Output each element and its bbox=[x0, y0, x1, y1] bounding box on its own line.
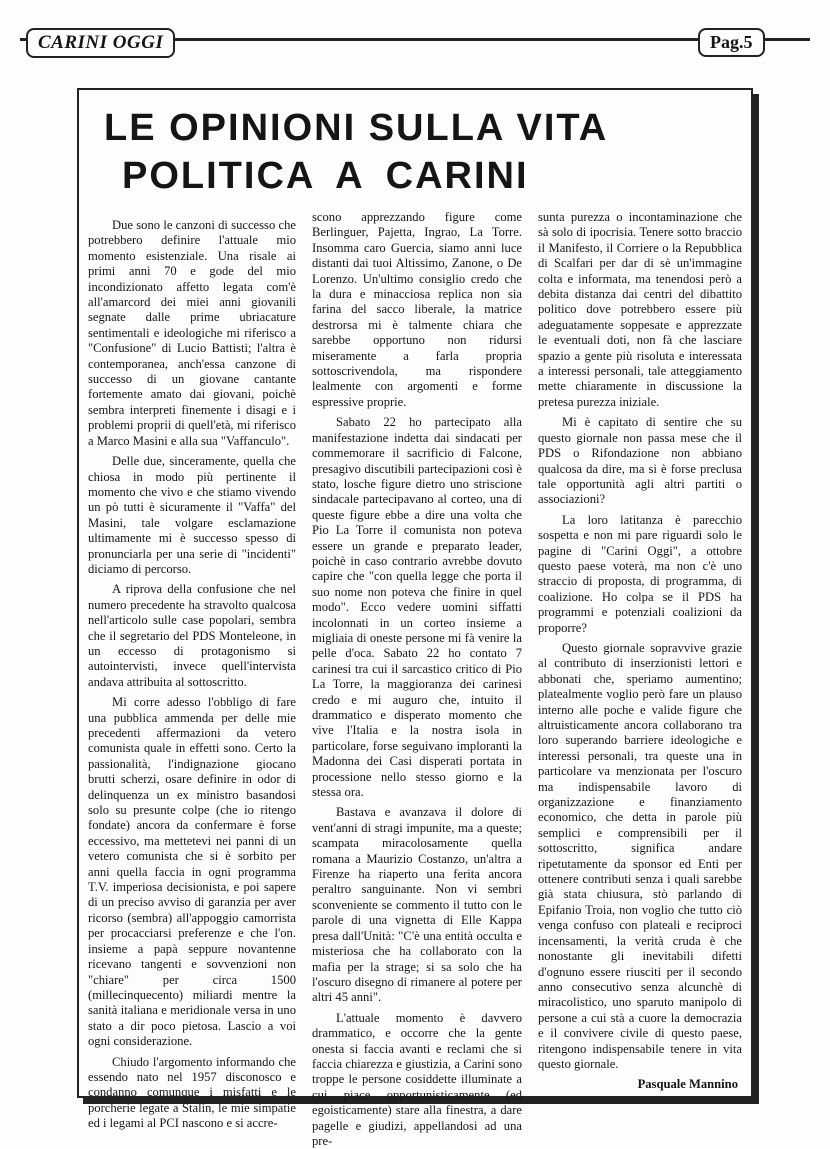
headline-line-2: POLITICA A CARINI bbox=[122, 155, 529, 197]
paragraph: Chiudo l'argomento informando che essendo nato nel 1957 disconosco e condanno comunque i misfatti e le porcherie legate a Stalin, le mie simpatie ed i legami al PCI nascono e si accre- bbox=[88, 1054, 296, 1131]
paragraph: Questo giornale sopravvive grazie al contributo di inserzionisti lettori e abbonati che, speriamo aumentino; platealmente voglio però fare un plauso interno alle poche e valide figure che altruisticamente ancora collaborano tra loro superando barriere ideologiche e interessi personali, tra queste una in particolare va menzionata per l'oscuro ma indispensabile lavoro di organizzazione e finanziamento economico, che detta in parole più semplici e comprensibili per il sottoscritto, significa andare ripetutamente da sponsor ed Enti per ottenere contributi senza i quali sarebbe già stata chiusura, stò parlando di Epifanio Troia, non voglio che tutto ciò venga confuso con plateali e reciproci incensamenti, la verità cruda è che nonostante gli inevitabili difetti d'ognuno essere riusciti per il secondo anno consecutivo senza alcunchè di miracolistico, uno sparuto manipolo di persone a cui stà a cuore la democrazia e il convivere civile di questo paese, ritengono indispensabile tenere in vita questo giornale. bbox=[538, 640, 742, 1071]
headline-line-1: LE OPINIONI SULLA VITA bbox=[104, 107, 609, 149]
paragraph: Mi è capitato di sentire che su questo giornale non passa mese che il PDS o Rifondazione non abbiano qualcosa da dire, ma si è forse preclusa tale opportunità agli altri partiti o associazioni? bbox=[538, 415, 742, 507]
paragraph: A riprova della confusione che nel numero precedente ha stravolto qualcosa nell'articolo sulle case popolari, sembra che il segretario del PDS Monteleone, in un eccesso di protagonismo si autointervisti, invece quell'intervista andava attribuita al sottoscritto. bbox=[88, 582, 296, 689]
author-signature: Pasquale Mannino bbox=[637, 1077, 738, 1092]
column-2 bbox=[312, 210, 522, 1148]
column-1 bbox=[88, 218, 296, 1131]
paragraph: scono apprezzando figure come Berlinguer, Pajetta, Ingrao, La Torre. Insomma caro Guercia, siamo anni luce distanti dai tuoi Altissimo, Zanone, o De Lorenzo. Un'ultimo consiglio credo che la dura e minacciosa replica non sia farina del sacco liberale, la matrice destrorsa mi è talmente chiara che sarebbe opportuno non ridursi miseramente a farla propria sottoscrivendola, ma rispondere lealmente con argomenti e forme espressive proprie. bbox=[312, 210, 522, 409]
frame-shadow-right bbox=[753, 94, 759, 1100]
article-columns bbox=[88, 210, 742, 1148]
page-number: Pag.5 bbox=[698, 28, 765, 57]
paragraph: L'attuale momento è davvero drammatico, e occorre che la gente onesta si faccia avanti e reclami che si faccia chiarezza e giustizia, a Carini sono troppe le persone cosiddette illuminate a cui piace opportunisticamente (ed egoisticamente) stare alla finestra, a dare pagelle e giudizi, appellandosi ad una pre- bbox=[312, 1010, 522, 1148]
paragraph: La loro latitanza è parecchio sospetta e non mi pare riguardi solo le pagine di "Carini Oggi", a ottobre questo paese voterà, ma non c'è uno straccio di proposta, di programma, di coalizione. Ho colpa se il PDS ha programmi e potenziali coalizioni da proporre? bbox=[538, 512, 742, 635]
column-3 bbox=[538, 210, 742, 1092]
paragraph: Delle due, sinceramente, quella che chiosa in modo più pertinente il momento che vivo e che stiamo vivendo un pò tutti è sicuramente il "Vaffa" del Masini, tale volgare esclamazione ultimamente mi è successo spesso di pronunciarla per una serie di "incidenti" diciamo di percorso. bbox=[88, 454, 296, 576]
article-headline bbox=[104, 104, 704, 200]
masthead: CARINI OGGI bbox=[26, 28, 175, 58]
paragraph: sunta purezza o incontaminazione che sà solo di ipocrisia. Tenere sotto braccio il Manifesto, il Corriere o la Repubblica di Scalfari per dar di sè un'immagine colta e informata, ma tenendosi però a debita distanza dai centri del dibattito politico dove potrebbero essere più adeguatamente soppesate e apprezzate le eventuali doti, non fà che lasciare spazio a gente più risoluta e interessata a interessi personali, tale atteggiamento mette chiaramente in discussione la pretesa purezza iniziale. bbox=[538, 210, 742, 409]
paragraph: Sabato 22 ho partecipato alla manifestazione indetta dai sindacati per commemorare il sacrificio di Falcone, presagivo discutibili partecipazioni così è stato, losche figure dietro uno striscione sindacale partecipavano al corteo, una di queste figure ebbe a dire una volta che Pio La Torre il comunista non poteva essere un grande e preparato leader, poichè in caso contrario avrebbe dovuto capire che "con quella legge che porta il suo nome non poteva che finire in quel modo". Ecco vedere uomini siffatti incolonnati in un corteo insieme a migliaia di oneste persone mi fà venire la pelle d'oca. Sabato 22 ho contato 7 carinesi tra cui il sarcastico critico di Pio La Torre, la maggioranza dei carinesi credo e mi auguro che, intuito il drammatico e disperato momento che vive l'Italia e la nostra isola in particolare, forse seguivano imploranti la Madonna dei Casi disperati portata in processione nello stesso giorno e la stessa ora. bbox=[312, 415, 522, 800]
paragraph: Bastava e avanzava il dolore di vent'anni di stragi impunite, ma a queste; scampata miracolosamente quella romana a Maurizio Costanzo, un'altra a Firenze ha riaperto una ferita ancora peraltro sanguinante. Non vi sembri sconveniente se commento il tutto con le parole di una vignetta di Elle Kappa presa dall'Unità: "C'è una entità occulta e misteriosa che ha collaborato con la mafia per la strage; si sa solo che ha l'oscuro disegno di rimanere al potere per altri 45 anni". bbox=[312, 805, 522, 1005]
paragraph: Due sono le canzoni di successo che potrebbero definire l'attuale mio momento esistenziale. Una risale ai primi anni 70 e gode del mio incondizionato affetto legata com'è all'amarcord dei miei anni giovanili segnate dalle prime ubriacature sentimentali e ideologiche mi riferisco a "Confusione" di Lucio Battisti; l'altra è contemporanea, anch'essa canzone di successo di un giovane cantante fortemente amato dai giovani, poichè sembra interpreti finemente i disagi e i problemi proprii di quell'età, mi riferisco a Marco Masini e alla sua "Vaffanculo". bbox=[88, 218, 296, 448]
paragraph: Mi corre adesso l'obbligo di fare una pubblica ammenda per delle mie precedenti affermazioni da vetero comunista quale in effetti sono. Certo la passionalità, l'indignazione giocano brutti scherzi, osare definire in odor di delinquenza un ex ministro basandosi solo su presunte colpe (che io ritengo fondate) ancora da confermare è forse eccessivo, ma mettetevi nei panni di un vetero comunista che si è sorbito per anni quella faccia in ogni programma T.V. imperiosa decisionista, e poi sapere di un preciso avviso di garanzia per aver ricorso (sembra) all'appoggio camorrista per procacciarsi preferenze e che l'on. insieme a papà seppure novantenne ricevano tangenti e sovvenzioni non "chiare" per circa 1500 (millecinquecento) miliardi mentre la sanità italiana e meridionale versa in uno stato a dir poco pietosa. Lascio a voi ogni considerazione. bbox=[88, 695, 296, 1049]
